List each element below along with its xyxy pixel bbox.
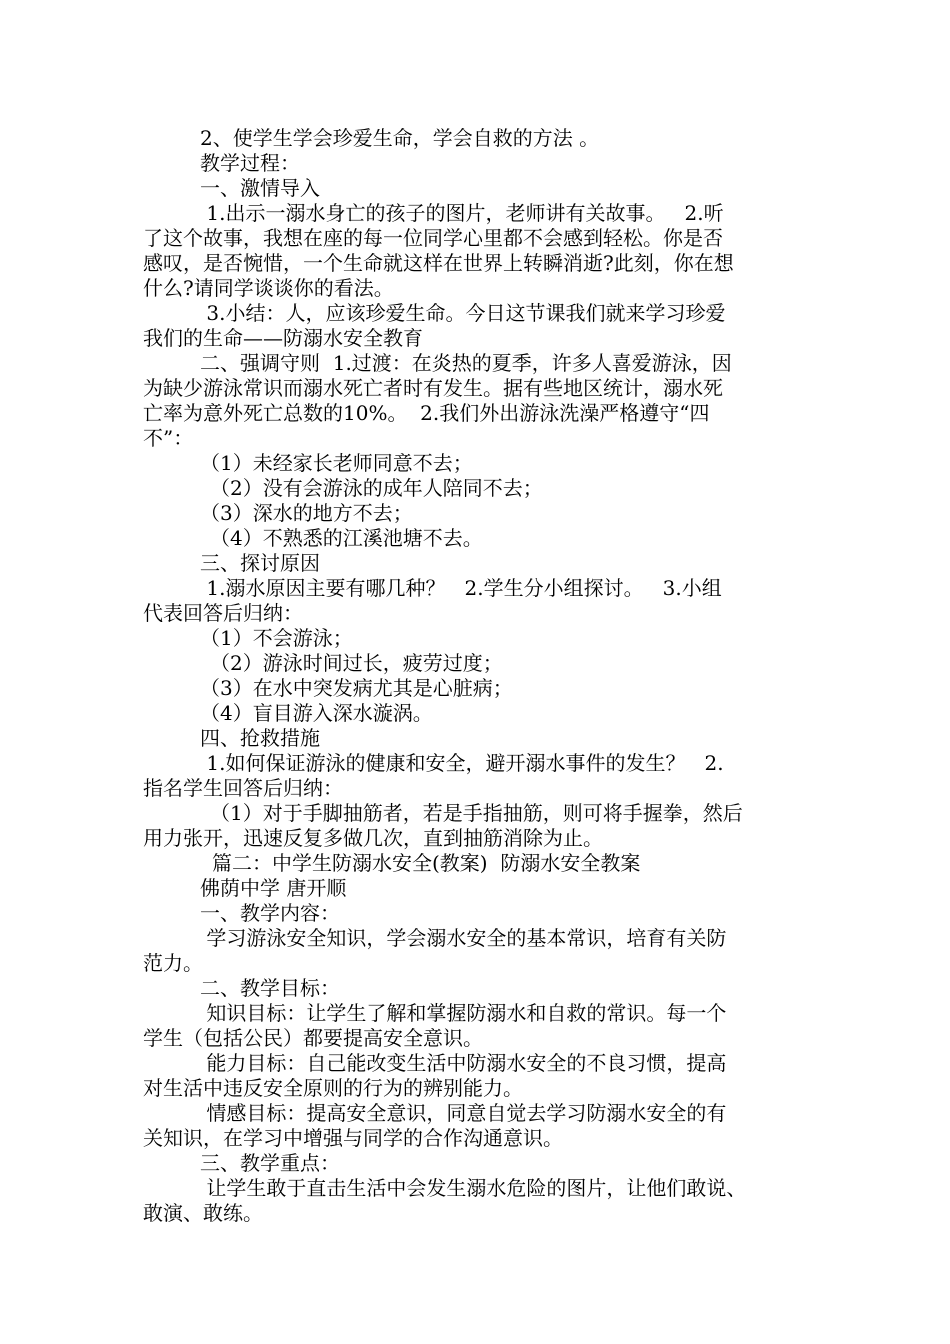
text-line: 敢演、敢练。	[143, 1201, 263, 1225]
list-item: （2）没有会游泳的成年人陪同不去；	[210, 476, 543, 500]
text-line: 用力张开，迅速反复多做几次，直到抽筋消除为止。	[143, 826, 603, 850]
text-line: 1.如何保证游泳的健康和安全，避开溺水事件的发生？ 2.	[200, 751, 724, 775]
text-line: 感叹，是否惋惜，一个生命就这样在世界上转瞬消逝?此刻，你在想	[143, 251, 734, 275]
text-line: 关知识，在学习中增强与同学的合作沟通意识。	[143, 1126, 563, 1150]
section-heading: 三、教学重点：	[200, 1151, 340, 1175]
section-heading: 二、教学目标：	[200, 976, 340, 1000]
text-line: 2、使学生学会珍爱生命，学会自救的方法 。	[200, 126, 600, 150]
list-item: （4）盲目游入深水漩涡。	[200, 701, 433, 725]
text-line: 指名学生回答后归纳：	[143, 776, 343, 800]
text-line: 了这个故事，我想在座的每一位同学心里都不会感到轻松。你是否	[143, 226, 723, 250]
section-heading: 一、教学内容：	[200, 901, 340, 925]
text-line: 为缺少游泳常识而溺水死亡者时有发生。据有些地区统计，溺水死	[143, 376, 723, 400]
text-line: 代表回答后归纳：	[143, 601, 303, 625]
text-line: 什么?请同学谈谈你的看法。	[143, 276, 394, 300]
text-line: 1.溺水原因主要有哪几种？ 2.学生分小组探讨。 3.小组	[200, 576, 722, 600]
text-line: 让学生敢于直击生活中会发生溺水危险的图片，让他们敢说、	[200, 1176, 747, 1200]
section-heading: 二、强调守则 1.过渡：在炎热的夏季，许多人喜爱游泳，因	[200, 351, 732, 375]
text-line: 1.出示一溺水身亡的孩子的图片，老师讲有关故事。 2.听	[200, 201, 724, 225]
text-line: 能力目标：自己能改变生活中防溺水安全的不良习惯，提高	[200, 1051, 727, 1075]
list-item: （1）未经家长老师同意不去；	[200, 451, 473, 475]
text-line: 学习游泳安全知识，学会溺水安全的基本常识，培育有关防	[200, 926, 727, 950]
text-line: 情感目标：提高安全意识，同意自觉去学习防溺水安全的有	[200, 1101, 727, 1125]
text-line: 3.小结：人，应该珍爱生命。今日这节课我们就来学习珍爱	[200, 301, 726, 325]
section-heading: 一、激情导入	[200, 176, 320, 200]
text-line: 不”：	[143, 426, 194, 450]
text-line: 学生（包括公民）都要提高安全意识。	[143, 1026, 483, 1050]
list-item: （1）不会游泳；	[200, 626, 353, 650]
text-line: 对生活中违反安全原则的行为的辨别能力。	[143, 1076, 523, 1100]
text-line: 范力。	[143, 951, 203, 975]
author-line: 佛荫中学 唐开顺	[200, 876, 347, 900]
section-heading: 三、探讨原因	[200, 551, 320, 575]
text-line: 知识目标：让学生了解和掌握防溺水和自救的常识。每一个	[200, 1001, 727, 1025]
list-item: （4）不熟悉的江溪池塘不去。	[210, 526, 483, 550]
list-item: （3）在水中突发病尤其是心脏病；	[200, 676, 513, 700]
text-line: 教学过程：	[200, 151, 300, 175]
section-heading: 四、抢救措施	[200, 726, 320, 750]
list-item: （2）游泳时间过长，疲劳过度；	[210, 651, 503, 675]
part-heading: 篇二：中学生防溺水安全(教案) 防溺水安全教案	[212, 851, 641, 875]
list-item: （1）对于手脚抽筋者，若是手指抽筋，则可将手握拳，然后	[210, 801, 743, 825]
list-item: （3）深水的地方不去；	[200, 501, 413, 525]
text-line: 我们的生命——防溺水安全教育	[143, 326, 423, 350]
text-line: 亡率为意外死亡总数的10%。 2.我们外出游泳洗澡严格遵守“四	[143, 401, 710, 425]
